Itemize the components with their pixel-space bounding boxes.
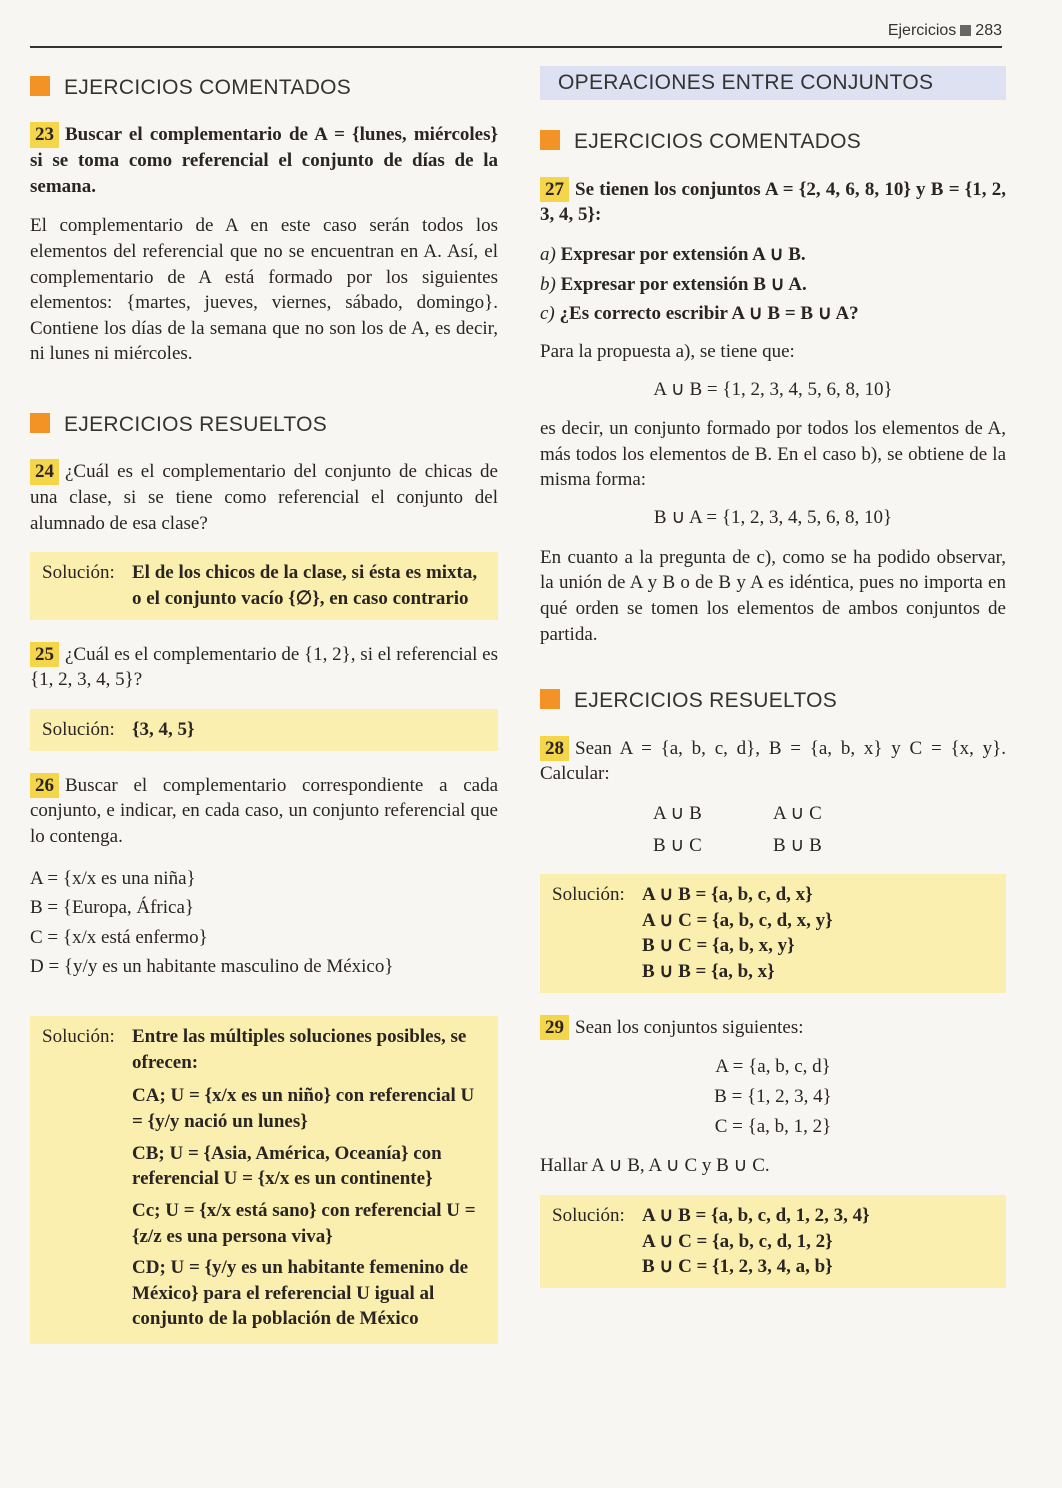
set-definition: B = {1, 2, 3, 4} — [714, 1086, 832, 1108]
solution-line: CA; U = {x/x es un niño} con referencial U = {y/y nació un lunes} — [132, 1085, 475, 1132]
exercise-number: 27 — [540, 177, 569, 203]
solution-box — [30, 552, 498, 619]
solution-line: Cc; U = {x/x está sano} con referencial U = {z/z es una persona viva} — [132, 1199, 476, 1247]
solution-line: B ∪ C = {1, 2, 3, 4, a, b} — [642, 1256, 833, 1278]
section-heading-text: EJERCICIOS RESUELTOS — [64, 413, 328, 437]
explanation-text: En cuanto a la pregunta de c), como se ha podido observar, la unión de A y B o de B y A es idéntica, pues no importa en qué orden se tomen los elementos de ambos conjuntos de partida. — [540, 546, 1006, 645]
item-letter: c) — [540, 303, 555, 325]
exercise-number: 23 — [30, 122, 59, 148]
item-text: Expresar por extensión A ∪ B. — [560, 243, 806, 265]
solution-content — [642, 882, 996, 985]
set-definition: A = {a, b, c, d} — [715, 1056, 831, 1078]
item-letter: a) — [540, 243, 556, 265]
item-text: ¿Es correcto escribir A ∪ B = B ∪ A? — [559, 303, 859, 325]
solution-label: Solución: — [42, 1026, 115, 1048]
exercise-29 — [540, 1015, 1006, 1041]
solution-label: Solución: — [42, 562, 115, 584]
solution-content — [642, 1203, 996, 1280]
orange-square-icon — [540, 689, 560, 709]
exercise-26 — [30, 773, 498, 850]
set-list — [30, 866, 498, 981]
solution-text: {3, 4, 5} — [132, 718, 195, 740]
exercise-statement: Se tienen los conjuntos A = {2, 4, 6, 8, 10} y B = {1, 2, 3, 4, 5}: — [540, 178, 1006, 226]
square-icon — [960, 25, 971, 36]
set-definition: C = {a, b, 1, 2} — [714, 1115, 832, 1137]
exercise-statement: ¿Cuál es el complementario de {1, 2}, si el referencial es {1, 2, 3, 4, 5}? — [30, 643, 498, 691]
solution-line: B ∪ B = {a, b, x} — [642, 961, 775, 983]
solution-content — [132, 1024, 488, 1332]
explanation-text: El complementario de A en este caso serán todos los elementos del referencial que no se encuentran en A. Así, el complementario de A está formado por los siguientes elementos: {martes, jueves, viernes, sábado, domingo}. Contiene los días de la semana que no son los de A, es decir, ni lunes ni miércoles. — [30, 215, 498, 365]
solution-box — [540, 874, 1006, 993]
solution-intro: Entre las múltiples soluciones posibles, se ofrecen: — [132, 1026, 467, 1073]
solution-box — [30, 709, 498, 751]
exercise-statement: Sean los conjuntos siguientes: — [575, 1016, 804, 1038]
question-item — [540, 242, 1006, 268]
left-column — [30, 66, 498, 1366]
operation: A ∪ B — [653, 802, 702, 824]
section-name: Ejercicios — [887, 22, 957, 39]
section-heading — [30, 411, 498, 439]
solution-label: Solución: — [42, 718, 115, 740]
question-list — [540, 242, 1006, 327]
operation: A ∪ C — [773, 802, 822, 824]
set-definition: B = {Europa, África} — [30, 897, 195, 919]
exercise-number: 26 — [30, 773, 59, 799]
orange-square-icon — [30, 413, 50, 433]
solution-line: A ∪ C = {a, b, c, d, x, y} — [642, 909, 833, 931]
solution-box — [30, 1016, 498, 1344]
exercise-statement: Buscar el complementario de A = {lunes, miércoles} si se toma como referencial el conjunto de días de la semana. — [30, 124, 498, 197]
exercise-number: 28 — [540, 736, 569, 762]
solution-line: A ∪ B = {a, b, c, d, 1, 2, 3, 4} — [642, 1204, 870, 1226]
orange-square-icon — [30, 76, 50, 96]
equation: A ∪ B = {1, 2, 3, 4, 5, 6, 8, 10} — [653, 378, 893, 400]
exercise-number: 24 — [30, 459, 59, 485]
solution-line: A ∪ C = {a, b, c, d, 1, 2} — [642, 1230, 833, 1252]
exercise-number: 29 — [540, 1015, 569, 1041]
page-header — [30, 20, 1002, 48]
section-heading-text: EJERCICIOS COMENTADOS — [64, 76, 352, 99]
question-item — [540, 272, 1006, 298]
exercise-statement: Buscar el complementario correspondiente a cada conjunto, e indicar, en cada caso, un conjunto referencial que lo contenga. — [30, 774, 498, 847]
exercise-number: 25 — [30, 642, 59, 668]
solution-line: A ∪ B = {a, b, c, d, x} — [642, 884, 813, 906]
section-heading-text: EJERCICIOS COMENTADOS — [574, 130, 862, 154]
solution-line: B ∪ C = {a, b, x, y} — [642, 935, 795, 957]
exercise-28 — [540, 736, 1006, 787]
exercise-23 — [30, 122, 498, 199]
section-heading-text: EJERCICIOS RESUELTOS — [574, 689, 838, 713]
exercise-24 — [30, 459, 498, 536]
section-heading — [30, 74, 498, 102]
operation-grid — [540, 801, 1006, 858]
section-heading — [540, 687, 1006, 715]
chapter-banner: OPERACIONES ENTRE CONJUNTOS — [540, 66, 1006, 100]
item-text: Expresar por extensión B ∪ A. — [560, 273, 807, 295]
set-list — [540, 1054, 1006, 1139]
exercise-statement: Sean A = {a, b, c, d}, B = {a, b, x} y C = {x, y}. Calcular: — [540, 737, 1006, 785]
section-heading — [540, 128, 1006, 156]
running-head — [888, 20, 1002, 42]
explanation-text: es decir, un conjunto formado por todos los elementos de A, más todos los elementos de B. En el caso b), se obtiene de la misma forma: — [540, 418, 1006, 491]
orange-square-icon — [540, 130, 560, 150]
set-definition: A = {x/x es una niña} — [30, 867, 196, 889]
item-letter: b) — [540, 273, 556, 295]
operation: B ∪ B — [773, 834, 822, 856]
solution-box — [540, 1195, 1006, 1288]
solution-label: Solución: — [552, 1204, 625, 1226]
task-text: Hallar A ∪ B, A ∪ C y B ∪ C. — [540, 1155, 770, 1177]
set-definition: C = {x/x está enfermo} — [30, 926, 208, 948]
solution-text: El de los chicos de la clase, si ésta es mixta, o el conjunto vacío {∅}, en caso contrario — [132, 562, 478, 610]
solution-line: CD; U = {y/y es un habitante femenino de México} para el referencial U igual al conjunto de la población de México — [132, 1257, 469, 1330]
equation: B ∪ A = {1, 2, 3, 4, 5, 6, 8, 10} — [653, 507, 893, 529]
set-definition: D = {y/y es un habitante masculino de México} — [30, 956, 394, 978]
exercise-25 — [30, 642, 498, 693]
explanation-text: Para la propuesta a), se tiene que: — [540, 340, 795, 362]
exercise-27 — [540, 177, 1006, 228]
question-item — [540, 301, 1006, 327]
operation: B ∪ C — [653, 834, 702, 856]
solution-label: Solución: — [552, 884, 625, 906]
right-column — [540, 66, 1006, 1310]
exercise-statement: ¿Cuál es el complementario del conjunto de chicas de una clase, si se tiene como referencial el conjunto del alumnado de esa clase? — [30, 461, 498, 534]
solution-line: CB; U = {Asia, América, Oceanía} con referencial U = {x/x es un continente} — [132, 1142, 442, 1190]
page-number: 283 — [975, 22, 1002, 39]
